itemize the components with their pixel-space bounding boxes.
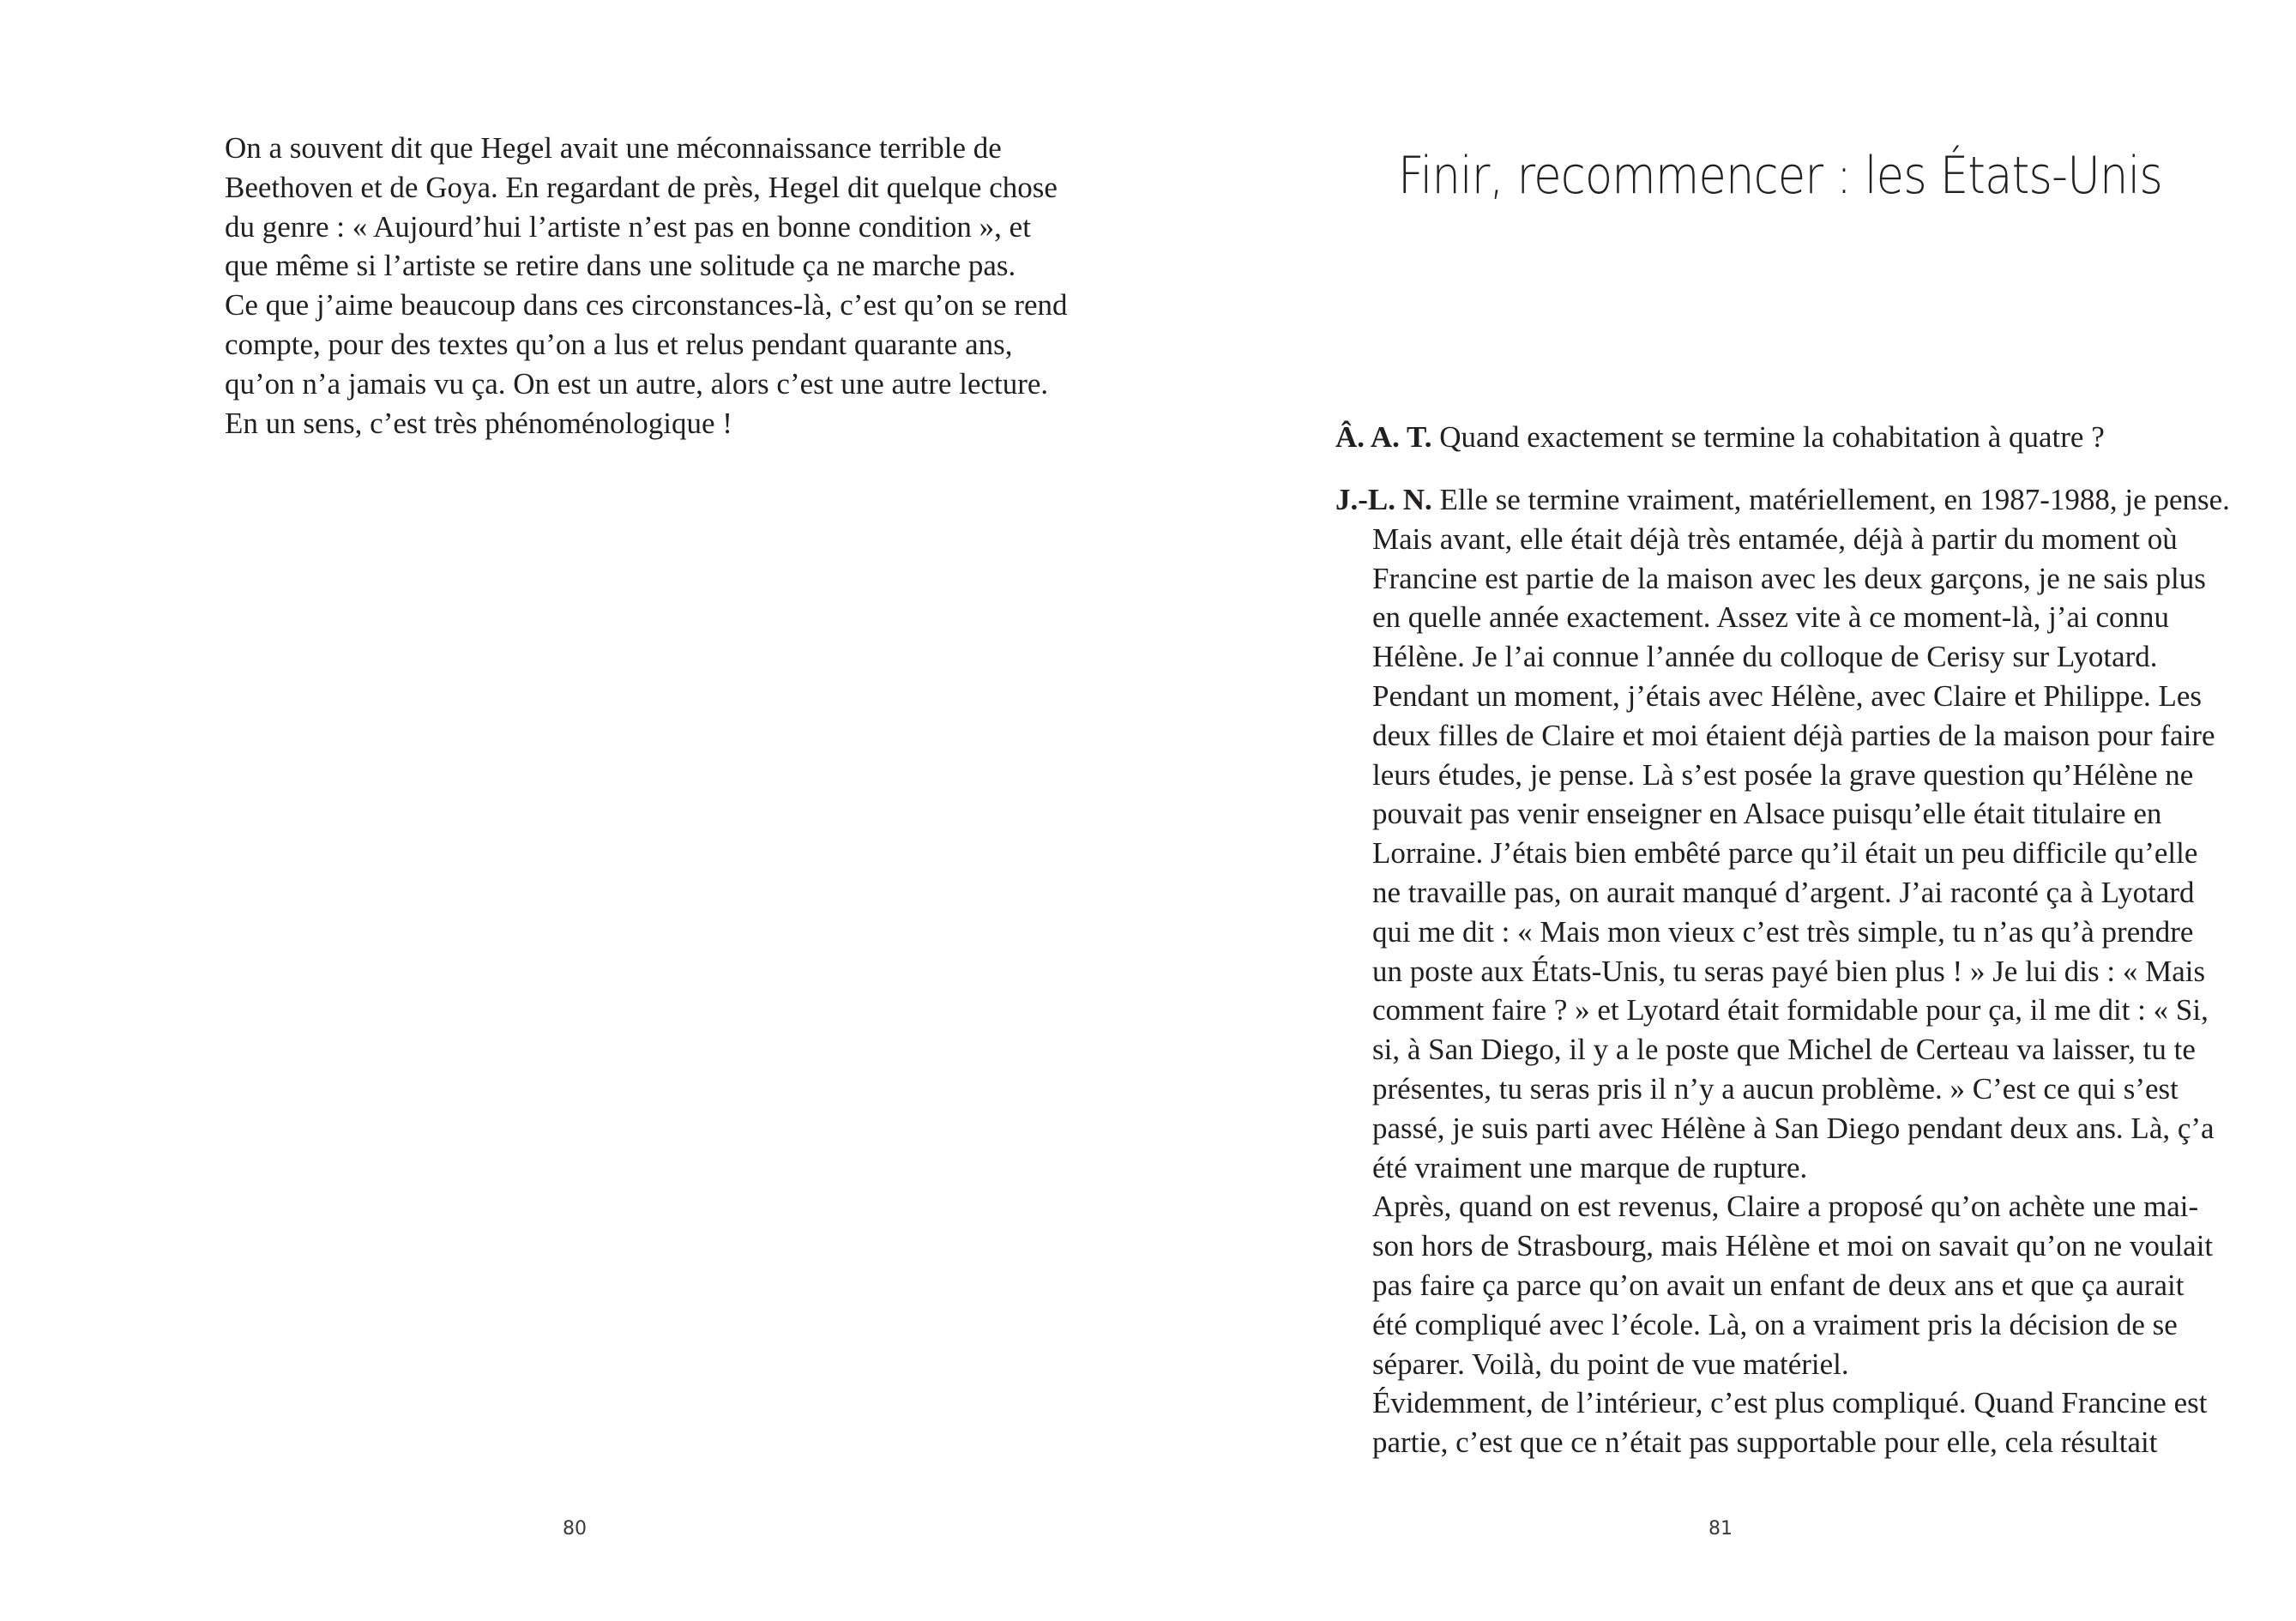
- text-line: en quelle année exactement. Assez vite à ce moment-là, j’ai connu: [1372, 600, 2170, 635]
- text-line: comment faire ? » et Lyotard était formidable pour ça, il me dit : « Si,: [1372, 993, 2209, 1027]
- text-line: On a souvent dit que Hegel avait une méconnaissance terrible de: [225, 131, 1002, 165]
- text-line: ne travaille pas, on aurait manqué d’argent. J’ai raconté ça à Lyotard: [1372, 875, 2195, 909]
- text-line: deux filles de Claire et moi étaient déjà parties de la maison pour faire: [1372, 718, 2215, 752]
- page-number: 81: [1708, 1518, 1733, 1540]
- right-page: [1148, 0, 2296, 1621]
- page-number: 80: [563, 1518, 587, 1540]
- interview-question: [1335, 418, 2106, 457]
- text-line: si, à San Diego, il y a le poste que Michel de Certeau va laisser, tu te: [1372, 1033, 2196, 1067]
- text-line: Hélène. Je l’ai connue l’année du colloque de Cerisy sur Lyotard.: [1372, 640, 2158, 674]
- text-line: Mais avant, elle était déjà très entamée, déjà à partir du moment où: [1372, 521, 2178, 556]
- text-line: été vraiment une marque de rupture.: [1372, 1150, 1808, 1184]
- text-line: Ce que j’aime beaucoup dans ces circonstances-là, c’est qu’on se rend: [225, 288, 1068, 322]
- text-line: du genre : « Aujourd’hui l’artiste n’est pas en bonne condition », et: [225, 209, 1031, 244]
- text-line: Francine est partie de la maison avec les deux garçons, je ne sais plus: [1372, 561, 2206, 595]
- text-line: Beethoven et de Goya. En regardant de près, Hegel dit quelque chose: [225, 170, 1058, 204]
- text-line: partie, c’est que ce n’était pas supportable pour elle, cela résultait: [1372, 1425, 2158, 1460]
- text-line: [1335, 480, 2230, 520]
- text-line: été compliqué avec l’école. Là, on a vraiment pris la décision de se: [1372, 1307, 2178, 1341]
- text-line: séparer. Voilà, du point de vue matériel.: [1372, 1347, 1849, 1381]
- speaker-initials: J.-L. N.: [1335, 483, 1432, 516]
- text-line: pouvait pas venir enseigner en Alsace puisqu’elle était titulaire en: [1372, 797, 2162, 831]
- text-line: présentes, tu seras pris il n’y a aucun problème. » C’est ce qui s’est: [1372, 1071, 2178, 1106]
- text-line: Pendant un moment, j’étais avec Hélène, avec Claire et Philippe. Les: [1372, 678, 2203, 713]
- speaker-initials: Â. A. T.: [1335, 420, 1432, 454]
- text-line: En un sens, c’est très phénoménologique !: [225, 406, 732, 440]
- text-line: passé, je suis parti avec Hélène à San Diego pendant deux ans. Là, ç’a: [1372, 1111, 2215, 1145]
- text-line: compte, pour des textes qu’on a lus et relus pendant quarante ans,: [225, 327, 1013, 361]
- text-line: Évidemment, de l’intérieur, c’est plus compliqué. Quand Francine est: [1372, 1386, 2208, 1420]
- text-line: pas faire ça parce qu’on avait un enfant de deux ans et que ça aurait: [1372, 1268, 2185, 1302]
- answer-first-line: Elle se termine vraiment, matériellement, en 1987-1988, je pense.: [1439, 483, 2230, 516]
- text-line: qui me dit : « Mais mon vieux c’est très simple, tu n’as qu’à prendre: [1372, 914, 2194, 949]
- chapter-title: Finir, recommencer : les États-Unis: [1398, 146, 2162, 206]
- text-line: son hors de Strasbourg, mais Hélène et moi on savait qu’on ne voulait: [1372, 1229, 2214, 1263]
- left-page-body: [225, 129, 1068, 443]
- question-text: Quand exactement se termine la cohabitation à quatre ?: [1439, 420, 2105, 454]
- interview-answer: [1335, 480, 2230, 1462]
- text-line: leurs études, je pense. Là s’est posée la grave question qu’Hélène ne: [1372, 757, 2194, 792]
- text-line: [1335, 418, 2106, 457]
- text-line: que même si l’artiste se retire dans une solitude ça ne marche pas.: [225, 249, 1016, 283]
- text-line: Lorraine. J’étais bien embêté parce qu’il était un peu difficile qu’elle: [1372, 836, 2198, 871]
- text-line: qu’on n’a jamais vu ça. On est un autre, alors c’est une autre lecture.: [225, 366, 1049, 401]
- text-line: un poste aux États-Unis, tu seras payé bien plus ! » Je lui dis : « Mais: [1372, 954, 2206, 988]
- text-line: Après, quand on est revenus, Claire a proposé qu’on achète une mai-: [1372, 1190, 2199, 1224]
